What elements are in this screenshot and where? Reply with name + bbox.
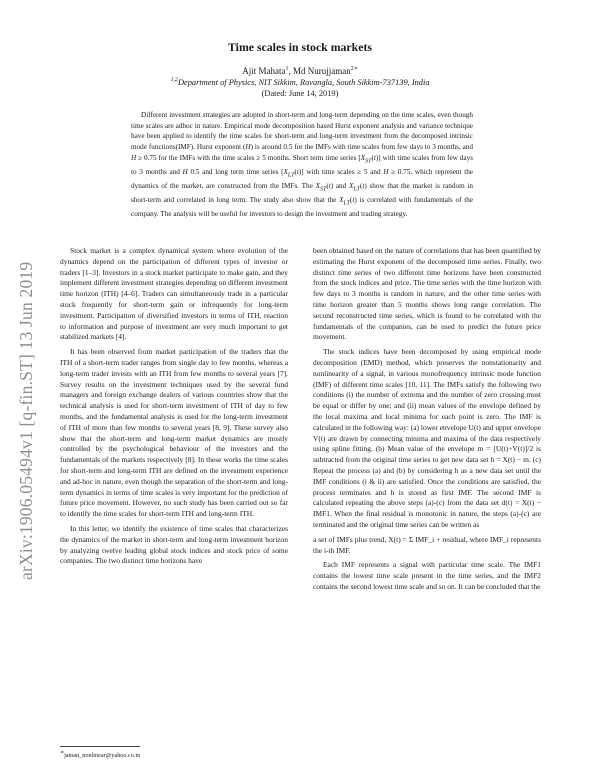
abstract: Different investment strategies are adopted in short-term and long-term depending on the time scales, even though time scales are adhoc in nature. Empirical mode decomposition based Hurst exponent analysis and variance technique have been applied to identify the time scales for short-term and long-term investment from the decomposed intrinsic mode functions(IMF). Hurst exponent (H) is around 0.5 for the IMFs with time scales from few days to 3 months, and H ≥ 0.75 for the IMFs with the time scales ≥ 5 months. Short term time series $[X_{ST}(t)]$ with time scales from few days to 3 months and H 0.5 and long term time series $[X_{LT}(t)]$ with time scales ≥ 5 and H ≥ 0.75, which represent the dynamics of the market, are constructed from the IMFs. The $X_{ST}(t)$ and $X_{LT}(t)$ show that the market is random in short-term and correlated in long term. The study also show that the $X_{LT}(t)$ is correlated with fundamentals of the company. The analysis will be useful for investors to design the investment and trading strategy.	[131, 111, 473, 219]
footnote-rule	[60, 746, 140, 747]
equation-line: a set of IMFs plus trend, X(t) = Σ IMF_i + residual, where IMF_i represents the i-th IMF.	[313, 534, 541, 555]
paragraph: Each IMF represents a signal with particular time scale. The IMF1 contains the lowest time scale present in the time series, and the IMF2 contains the second lowest time scale and so on. It can be concluded that the	[313, 560, 541, 591]
paragraph: The stock indices have been decomposed by using empirical mode decomposition (EMD) method, which preserves the nonstationarity and nonlinearity of a signal, in various monofrequency intrinsic mode function (IMF) of different time scales [10, 11]. The IMFs satisfy the following two conditions (i) the number of extrema and the number of zero crossing must be equal or differ by one; and (ii) mean values of the envelope defined by the local maxima and local minima for each point is zero. The IMF is calculated in the following way: (a) lower envelope U(t) and upper envelope V(t) are drawn by connecting minima and maxima of the data respectively using spline fitting. (b) Mean value of the envelope m = [U(t)+V(t)]/2 is subtracted from the original time series to get new data set h = X(t) − m. (c) Repeat the process (a) and (b) by considering h as a new data set until the IMF conditions (i & ii) are satisfied. Once the conditions are satisfied, the process terminates and h is stored as first IMF. The second IMF is calculated repeating the above steps (a)-(c) from the data set d(t) = X(t) − IMF1. When the final residual is monotonic in nature, the steps (a)-(c) are terminated and the original time series can be written as	[313, 347, 541, 529]
paragraph: been obtained based on the nature of correlations that has been quantified by estimating the Hurst exponent of the decomposed time series. Finally, two distinct time series of two different time horizons have been constructed from the stock indices and price. The time series with the time horizon with few days to 3 months is random in nature, and the other time series with time horizon greater than 5 months shows long range correlation. The second reconstructed time series, which is found to be correlated with the fundamentals of the companies, can be used to predict the future price movement.	[313, 246, 542, 342]
paper-header	[60, 40, 540, 99]
arxiv-stamp: arXiv:1906.05494v1 [q-fin.ST] 13 Jun 2019	[16, 261, 36, 580]
paragraph: It has been observed from market participation of the traders that the ITH of a short-term trader ranges from single day to few months, whereas a long-term trader invests with an ITH from few months to several years [7]. Survey results on the investment techniques used by the several fund managers and foreign exchange dealers of various countries show that the technical analysis is used for short-term investment of ITH of day to few months, and the fundamental analysis is used for the long-term investment of ITH of more than few months to several years [8, 9]. These survey also show that the short-term and long-term market dynamics are mostly controlled by the psychological behaviour of the investors and the fundamentals of the markets respectively [8]. In these works the time scales for short-term and long-term ITH are defined on the investment experience and ad-hoc in nature, even though the separation of the short-term and long-term dynamics in terms of time scales is very important for the prediction of future price movement. However, no such study has been carried out so far to identify the time scales for short-term ITH and long-term ITH.	[60, 347, 288, 519]
right-column	[313, 246, 541, 597]
date-line: (Dated: June 14, 2019)	[261, 89, 339, 98]
paragraph: In this letter, we identify the existence of time scales that characterizes the dynamics of the market in short-term and long-term investment horizon by analyzing twelve leading global stock indices and stock price of some companies. The two distinct time horizons have	[60, 523, 288, 566]
paper-title: Time scales in stock markets	[228, 40, 372, 54]
paragraph: Stock market is a complex dynamical system where evolution of the dynamics depend on the participation of different types of investor or traders [1–3]. Investors in a stock market participate to make gain, and they implement different investment strategies depending on different investment time horizon (ITH) [4–6]. Traders can simultaneously trade in a particular stock frequently for short-term gain or infrequently for long-term investment. Participation of diversified investors in terms of ITH, reaction to information and purpose of investment are very much important to get stabilized markets [4].	[60, 246, 288, 342]
author-list: Ajit Mahata$^1$, Md Nurujjaman$^{2∗}$	[242, 66, 358, 76]
affiliation: $^{1,2}$Department of Physics, NIT Sikkim, Ravangla, South Sikkim-737139, India	[170, 77, 430, 87]
left-column	[60, 246, 288, 571]
footnote: ∗jaman_nonlinear@yahoo.co.in	[60, 749, 141, 759]
